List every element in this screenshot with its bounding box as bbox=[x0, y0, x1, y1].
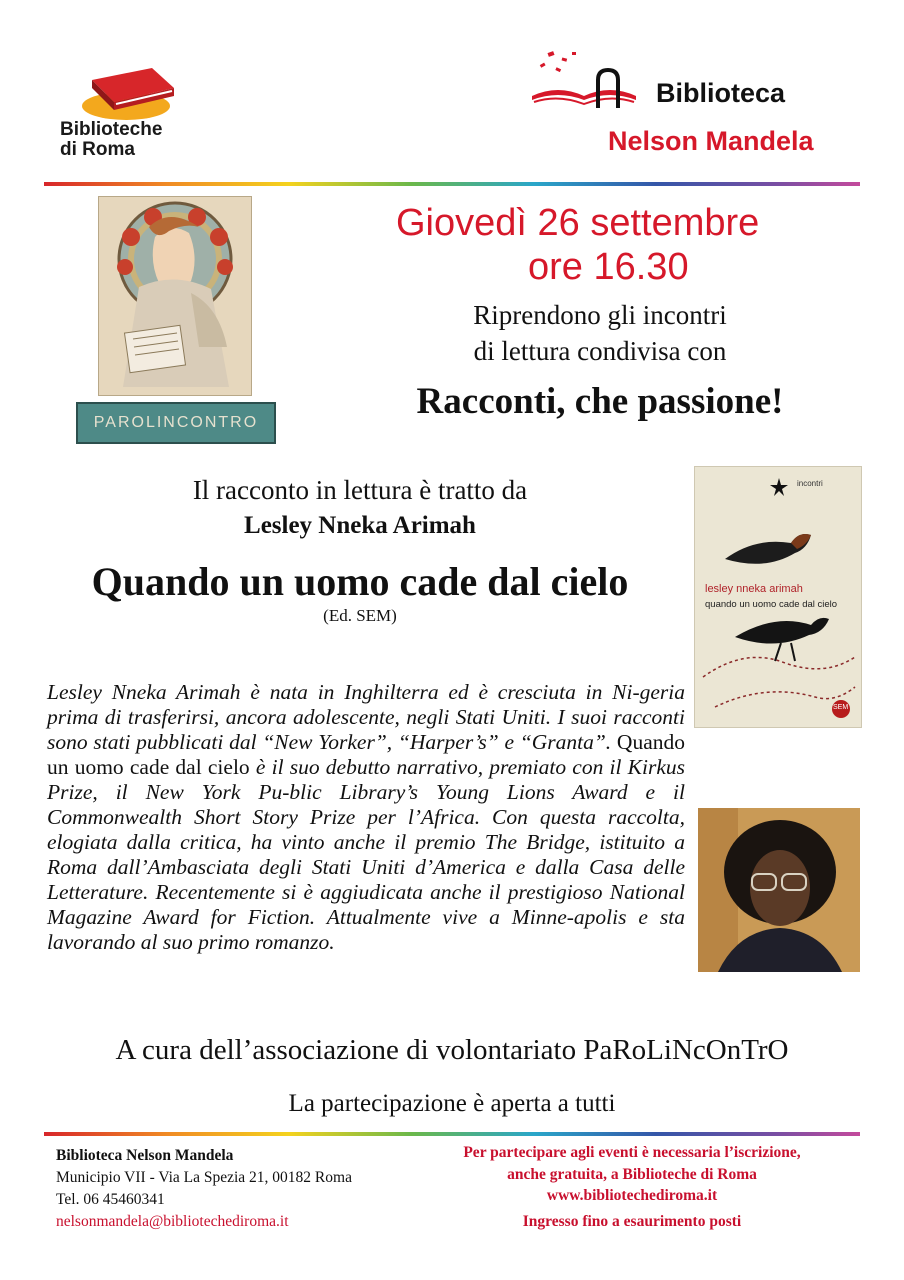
book-title: Quando un uomo cade dal cielo bbox=[91, 559, 629, 604]
event-intro-line-2: di lettura condivisa con bbox=[473, 336, 727, 366]
notice-line-1: Per partecipare agli eventi è necessaria l’iscrizione, bbox=[463, 1144, 801, 1161]
biblioteche-di-roma-logo bbox=[60, 62, 210, 162]
event-intro-line-1: Riprendono gli incontri bbox=[473, 300, 727, 330]
book-logo-icon bbox=[74, 62, 184, 122]
header-divider bbox=[44, 182, 860, 186]
logo-title: Biblioteca bbox=[656, 78, 786, 108]
event-date: Giovedì 26 settembre bbox=[396, 202, 760, 244]
footer-address: Municipio VII - Via La Spezia 21, 00182 Roma bbox=[56, 1169, 352, 1186]
cover-series: incontri bbox=[797, 479, 823, 488]
footer-phone: Tel. 06 45460341 bbox=[56, 1191, 165, 1208]
cover-author: lesley nneka arimah bbox=[705, 583, 803, 595]
biblioteca-nelson-mandela-logo bbox=[528, 50, 858, 160]
open-book-icon bbox=[528, 50, 658, 110]
series-title: Racconti, che passione! bbox=[416, 381, 784, 422]
curated-by: A cura dell’associazione di volontariato PaRoLiNcOnTrO bbox=[115, 1034, 789, 1066]
bio-part-1: Lesley Nneka Arimah è nata in Inghilterra ed è cresciuta in Ni-geria prima di trasferirsi, ancora adolescente, negli Stati Uniti. I suoi racconti sono stati pubblicati dal “New Yorker”, “Harper’s” e “Granta”. bbox=[47, 680, 685, 754]
banner-text: PAROLINCONTRO bbox=[93, 414, 259, 431]
poster-illustration bbox=[98, 196, 252, 396]
website-link[interactable]: www.bibliotechediroma.it bbox=[546, 1187, 718, 1204]
cover-title: quando un uomo cade dal cielo bbox=[705, 599, 838, 610]
footer-notice bbox=[420, 1142, 844, 1232]
notice-line-2: anche gratuita, a Biblioteche di Roma bbox=[507, 1165, 757, 1183]
cover-publisher-mark: SEM bbox=[833, 704, 849, 711]
bio-book-title: Quando un uomo cade dal cielo bbox=[47, 730, 685, 779]
publisher: (Ed. SEM) bbox=[323, 606, 397, 625]
parolincontro-banner bbox=[76, 402, 276, 444]
author-name: Lesley Nneka Arimah bbox=[244, 512, 476, 539]
author-portrait-image bbox=[698, 808, 860, 972]
footer-contacts bbox=[56, 1145, 416, 1233]
author-photo bbox=[698, 808, 860, 972]
author-bio bbox=[47, 680, 685, 955]
event-time: ore 16.30 bbox=[528, 246, 689, 288]
logo-line-1: Biblioteche bbox=[60, 119, 163, 140]
footer-library-name: Biblioteca Nelson Mandela bbox=[56, 1147, 234, 1164]
book-cover bbox=[694, 466, 862, 728]
open-to-all: La partecipazione è aperta a tutti bbox=[288, 1090, 616, 1117]
logo-subtitle: Nelson Mandela bbox=[608, 126, 814, 156]
footer-divider bbox=[44, 1132, 860, 1136]
notice-line-3: Ingresso fino a esaurimento posti bbox=[522, 1212, 742, 1230]
bio-part-3: è il suo debutto narrativo, premiato con il Kirkus Prize, il New York Pu-blic Library’s Young Lions Award e il Commonwealth Short Story Prize per l’Africa. Con questa raccolta, elogiata dalla critica, ha vinto anche il premio The Bridge, istituito a Roma dall’Ambasciata degli Stati Uniti d’America e dalla Casa delle Letterature. Recentemente si è aggiudicata anche il prestigioso National Magazine Award for Fiction. Attualmente vive a Minne-apolis e sta lavorando al suo primo romanzo. bbox=[47, 755, 686, 954]
logo-line-2: di Roma bbox=[60, 139, 135, 160]
reading-intro: Il racconto in lettura è tratto da bbox=[192, 475, 528, 505]
art-nouveau-woman-image bbox=[99, 197, 251, 395]
footer-email-link[interactable]: nelsonmandela@bibliotechediroma.it bbox=[56, 1213, 289, 1230]
